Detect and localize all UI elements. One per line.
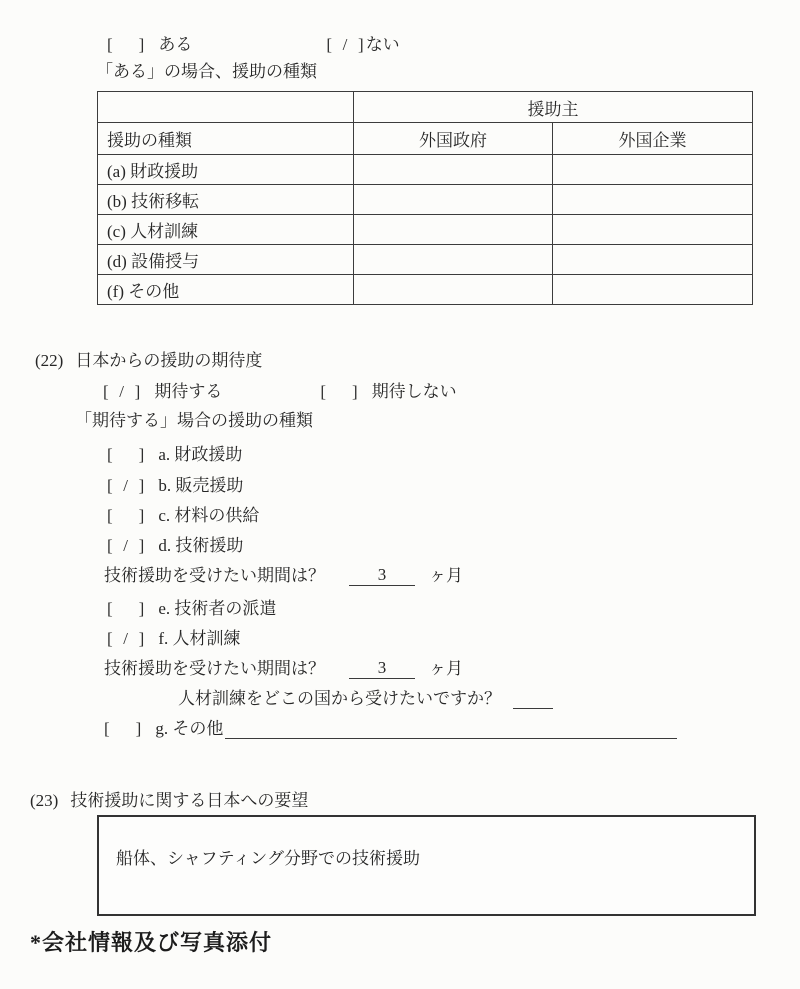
q22-heading (35, 349, 262, 373)
cell-foreign-gov (354, 155, 553, 185)
bracket: ] (358, 35, 364, 54)
tech-aid-period-line-1 (104, 564, 463, 588)
bracket: ] (138, 445, 145, 464)
q22-checkbox-expect (103, 380, 140, 404)
row-label: (d) 設備授与 (98, 245, 354, 275)
training-country-question: 人材訓練をどこの国から受けたいですか？ (178, 689, 501, 708)
checkbox-financial-aid (107, 443, 144, 467)
bracket: [ (320, 382, 327, 401)
other-blank (225, 717, 677, 739)
bracket: [ (107, 599, 113, 618)
checkbox-other (104, 717, 141, 741)
q21-checkbox-no (326, 33, 363, 57)
item-label: c. 材料の供給 (158, 506, 260, 525)
period-blank-value: 3 (349, 657, 415, 679)
col-header-foreign-gov: 外国政府 (354, 123, 553, 155)
table-header-row-columns (98, 123, 753, 155)
footer-note: *会社情報及び写真添付 (30, 930, 273, 955)
table-row (98, 275, 753, 305)
check-mark: / (123, 476, 129, 495)
check-mark: / (342, 35, 348, 54)
training-country-line (178, 687, 553, 711)
q22-item-d (107, 534, 243, 558)
row-label: (c) 人材訓練 (98, 215, 354, 245)
q22-checkbox-not-expect (320, 380, 357, 404)
q23-heading (30, 789, 308, 813)
cell-foreign-gov (354, 245, 553, 275)
q22-item-g (104, 717, 677, 741)
item-label: e. 技術者の派遣 (158, 599, 277, 618)
q22-subheading: 「期待する」場合の援助の種類 (75, 411, 313, 430)
bracket: ] (138, 476, 145, 495)
checkbox-material-supply (107, 504, 144, 528)
q22-item-c (107, 504, 259, 528)
bracket: [ (104, 719, 110, 738)
table-row (98, 215, 753, 245)
q22-item-b (107, 474, 243, 498)
tech-aid-period-line-2 (104, 657, 463, 681)
cell-foreign-gov (354, 185, 553, 215)
bracket: ] (138, 599, 145, 618)
period-unit: ヶ月 (429, 659, 463, 678)
item-label: d. 技術援助 (158, 536, 244, 555)
bracket: [ (107, 445, 113, 464)
checkbox-engineer-dispatch (107, 597, 144, 621)
cell-foreign-company (553, 275, 753, 305)
q22-options-line (103, 380, 457, 404)
period-blank-value: 3 (349, 564, 415, 586)
bracket: [ (107, 476, 113, 495)
row-label: (f) その他 (98, 275, 354, 305)
table-corner-cell (98, 92, 354, 123)
period-question: 技術援助を受けたい期間は？ (104, 566, 325, 585)
row-label: (b) 技術移転 (98, 185, 354, 215)
bracket: ] (135, 719, 142, 738)
checkbox-technical-aid (107, 534, 144, 558)
table-row (98, 245, 753, 275)
item-label: g. その他 (155, 719, 224, 738)
bracket: ] (138, 536, 145, 555)
q21-subheading: 「ある」の場合、援助の種類 (96, 62, 317, 81)
bracket: [ (103, 382, 109, 401)
q23-answer-box (97, 815, 756, 916)
cell-foreign-company (553, 185, 753, 215)
cell-foreign-company (553, 245, 753, 275)
cell-foreign-company (553, 215, 753, 245)
q22-item-a (107, 443, 242, 467)
q21-option-yes-label: ある (158, 35, 193, 54)
bracket: [ (326, 35, 333, 54)
check-mark: / (123, 629, 129, 648)
bracket: [ (107, 536, 113, 555)
period-unit: ヶ月 (429, 566, 463, 585)
q22-number: (22) (35, 351, 64, 370)
table-header-row-donor (98, 92, 753, 123)
bracket: [ (107, 629, 113, 648)
period-question: 技術援助を受けたい期間は？ (104, 659, 325, 678)
q23-answer-text: 船体、シャフティング分野での技術援助 (116, 849, 420, 868)
q21-checkbox-yes (107, 33, 144, 57)
cell-foreign-gov (354, 275, 553, 305)
q23-title: 技術援助に関する日本への要望 (70, 791, 309, 810)
aid-source-table (97, 91, 753, 305)
cell-foreign-gov (354, 215, 553, 245)
bracket: ] (138, 35, 145, 54)
check-mark: / (123, 536, 129, 555)
bracket: ] (138, 506, 145, 525)
checkbox-sales-aid (107, 474, 144, 498)
q22-item-e (107, 597, 276, 621)
bracket: ] (138, 629, 145, 648)
bracket: ] (352, 382, 358, 401)
row-label: (a) 財政援助 (98, 155, 354, 185)
q22-item-f (107, 627, 241, 651)
cell-foreign-company (553, 155, 753, 185)
q22-option-not-expect-label: 期待しない (371, 382, 457, 401)
donor-group-header: 援助主 (354, 92, 753, 123)
item-label: a. 財政援助 (158, 445, 243, 464)
bracket: ] (134, 382, 141, 401)
col-header-aid-type: 援助の種類 (98, 123, 354, 155)
item-label: b. 販売援助 (158, 476, 244, 495)
training-country-blank (513, 687, 553, 709)
q23-number: (23) (30, 791, 59, 810)
bracket: [ (107, 35, 113, 54)
col-header-foreign-company: 外国企業 (553, 123, 753, 155)
q22-title: 日本からの援助の期待度 (75, 351, 263, 370)
item-label: f. 人材訓練 (158, 629, 241, 648)
checkbox-personnel-training (107, 627, 144, 651)
table-row (98, 155, 753, 185)
check-mark: / (119, 382, 125, 401)
q21-options-line (107, 33, 400, 57)
q21-option-no-label: ない (365, 35, 400, 54)
bracket: [ (107, 506, 113, 525)
table-row (98, 185, 753, 215)
q22-option-expect-label: 期待する (154, 382, 223, 401)
